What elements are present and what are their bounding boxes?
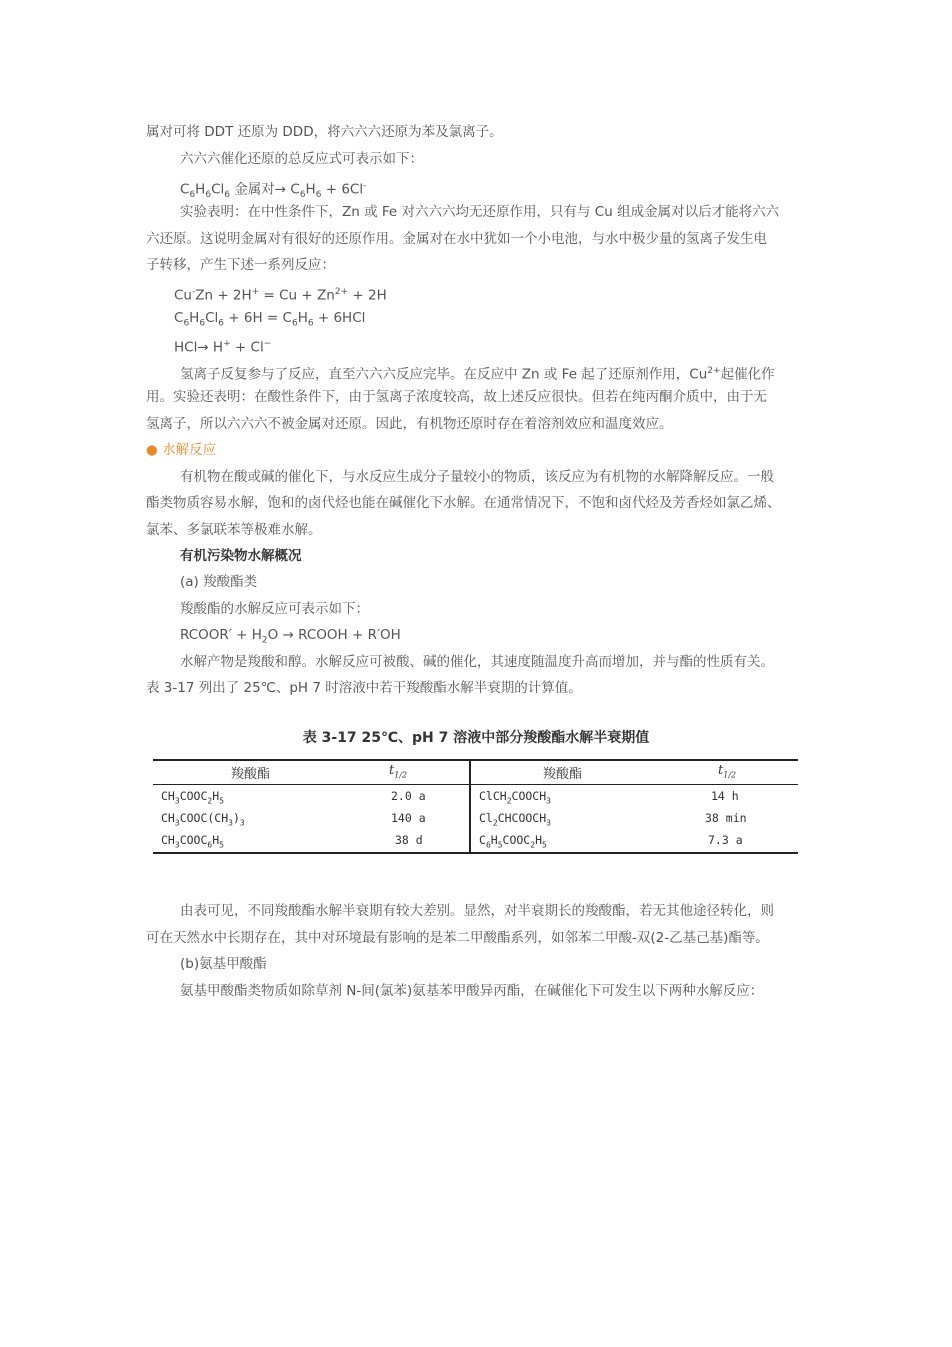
half-life-table (153, 759, 798, 854)
paragraph-line: 由表可见，不同羧酸酯水解半衰期有较大差别。显然，对半衰期长的羧酸酯，若无其他途径转化，则 (180, 903, 774, 919)
table-header-rule (153, 784, 798, 785)
table-cell-halflife: 38 min (705, 811, 747, 825)
section-heading-hydrolysis: ● 水解反应 (146, 442, 217, 458)
table-cell-ester: $CH_3COOC_2H_5$ (161, 789, 224, 806)
table-cell-ester: $CH_3COOC(CH_3)_3$ (161, 811, 245, 828)
paragraph-line: 实验表明：在中性条件下，Zn 或 Fe 对六六六均无还原作用，只有与 Cu 组成金属对以后才能将六六 (180, 204, 780, 220)
paragraph-line: 氢离子，所以六六六不被金属对还原。因此，有机物还原时存在着溶剂效应和温度效应。 (146, 416, 673, 432)
paragraph-line: 属对可将 DDT 还原为 DDD，将六六六还原为苯及氯离子。 (146, 124, 503, 140)
table-cell-halflife: 2.0 a (391, 789, 426, 803)
paragraph-line: 有机物在酸或碱的催化下，与水反应生成分子量较小的物质，该反应为有机物的水解降解反应。一般 (180, 469, 774, 485)
equation-overall: $C_6H_6Cl_6$ 金属对→ $C_6H_6 + 6Cl^-$ (180, 181, 367, 201)
paragraph-line: 表 3-17 列出了 25℃、pH 7 时溶液中若干羧酸酯水解半衰期的计算值。 (146, 680, 582, 696)
header-halflife-right: $t_{1/2}$ (718, 763, 737, 780)
equation-2: $C_6H_6Cl_6 + 6H = C_6H_6 + 6HCl$ (174, 310, 366, 329)
paragraph-line: 氢离子反复参与了反应，直至六六六反应完毕。在反应中 Zn 或 Fe 起了还原剂作用，$Cu^{2+}$起催化作 (180, 366, 775, 383)
table-cell-ester: $Cl_2CHCOOCH_3$ (479, 811, 551, 828)
subsection-label: (b)氨基甲酸酯 (180, 956, 267, 972)
paragraph-line: 子转移，产生下述一系列反应： (146, 257, 335, 273)
table-cell-ester: $CH_3COOC_6H_5$ (161, 833, 224, 850)
table-cell-ester: $ClCH_2COOCH_3$ (479, 789, 551, 806)
table-bottom-rule (153, 852, 798, 854)
table-divider (469, 759, 471, 854)
table-cell-halflife: 140 a (391, 811, 426, 825)
paragraph-line: 酯类物质容易水解，饱和的卤代烃也能在碱催化下水解。在通常情况下，不饱和卤代烃及芳香烃如氯乙烯、 (146, 495, 781, 511)
paragraph-line: 六还原。这说明金属对有很好的还原作用。金属对在水中犹如一个小电池，与水中极少量的氢离子发生电 (146, 231, 767, 247)
equation-ester-hydrolysis: RCOOR′ + $H_2O$ → RCOOH + R′OH (180, 627, 401, 646)
paragraph-line: 六六六催化还原的总反应式可表示如下： (180, 151, 423, 167)
paragraph-line: 用。实验还表明：在酸性条件下，由于氢离子浓度较高，故上述反应很快。但若在纯丙酮介质中，由于无 (146, 389, 767, 405)
table-cell-halflife: 14 h (711, 789, 739, 803)
paragraph-line: 氨基甲酸酯类物质如除草剂 N-间(氯苯)氨基苯甲酸异丙酯，在碱催化下可发生以下两种水解反应： (180, 983, 764, 999)
table-cell-halflife: 7.3 a (708, 833, 743, 847)
paragraph-line: 可在天然水中长期存在，其中对环境最有影响的是苯二甲酸酯系列，如邻苯二甲酸-双(2-乙基己基)酯等。 (146, 930, 769, 946)
table-caption: 表 3-17 25℃、pH 7 溶液中部分羧酸酯水解半衰期值 (302, 730, 650, 746)
equation-3: HCl→ H+ + Cl− (174, 339, 272, 356)
paragraph-line: 氯苯、多氯联苯等极难水解。 (146, 522, 322, 538)
header-ester-right: 羧酸酯 (543, 767, 583, 782)
table-cell-ester: $C_6H_5COOC_2H_5$ (479, 833, 547, 850)
table-cell-halflife: 38 d (395, 833, 423, 847)
header-halflife-left: $t_{1/2}$ (389, 763, 408, 780)
paragraph-line: 水解产物是羧酸和醇。水解反应可被酸、碱的催化，其速度随温度升高而增加，并与酯的性质有关。 (180, 654, 774, 670)
equation-1: $Cu^-Zn + 2H^+ = Cu + Zn^{2+} + 2H$ (174, 287, 387, 304)
header-ester-left: 羧酸酯 (231, 767, 271, 782)
subsection-label: (a) 羧酸酯类 (180, 574, 258, 590)
subheading: 有机污染物水解概况 (180, 548, 302, 564)
table-top-rule (153, 759, 798, 761)
paragraph-line: 羧酸酯的水解反应可表示如下： (180, 601, 369, 617)
